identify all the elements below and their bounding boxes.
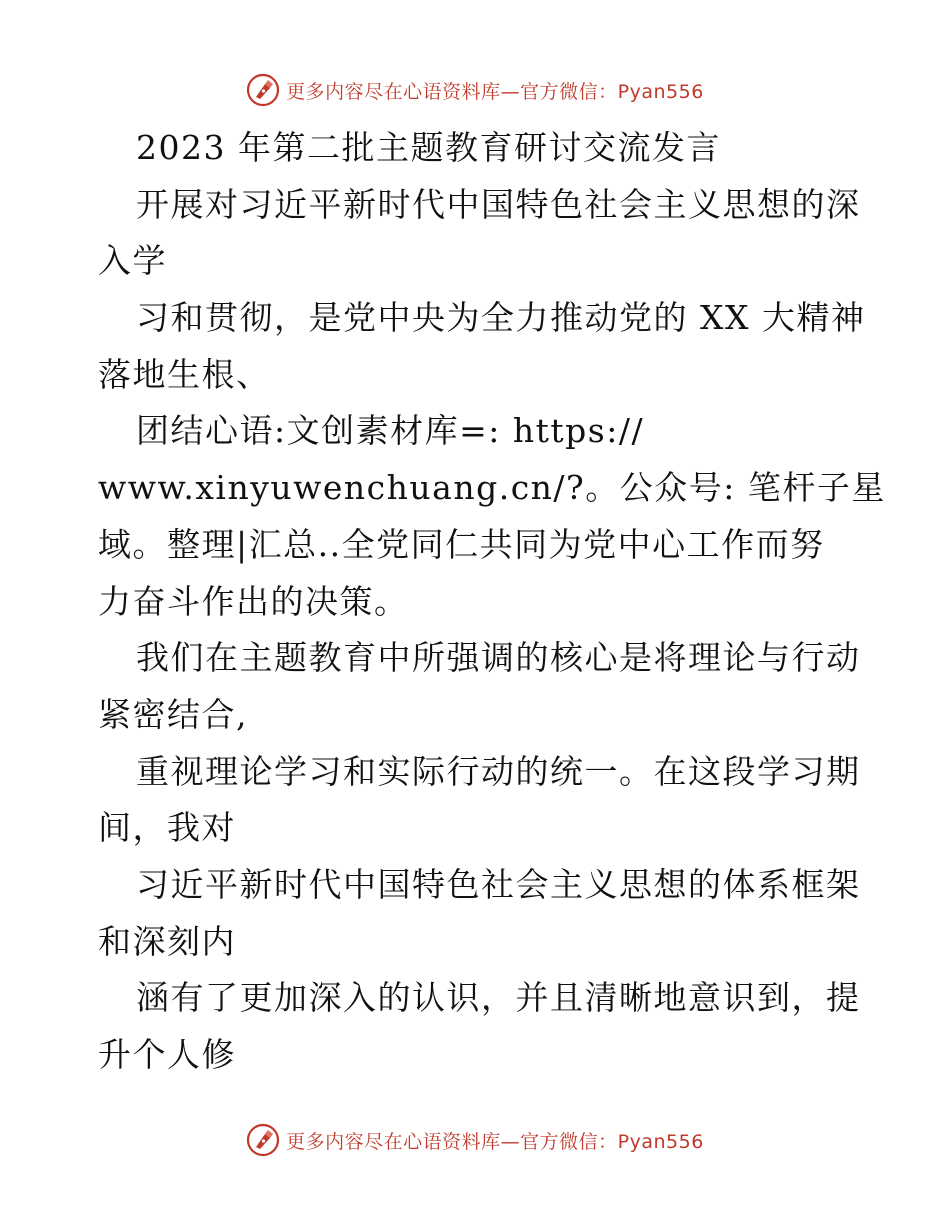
paragraph-line: 涵有了更加深入的认识，并且清晰地意识到，提	[136, 978, 861, 1018]
footer-banner-text: 更多内容尽在心语资料库—官方微信：Pyan556	[286, 1130, 704, 1153]
header-banner-text: 更多内容尽在心语资料库—官方微信：Pyan556	[286, 80, 704, 103]
footer-banner	[0, 1120, 950, 1160]
paragraph-line: 域。整理|汇总..全党同仁共同为党中心工作而努	[98, 524, 825, 564]
paragraph-line: 紧密结合,	[98, 694, 248, 734]
paragraph-line: 力奋斗作出的决策。	[98, 581, 409, 621]
paragraph-line: 团结心语:文创素材库=: https://	[136, 411, 645, 451]
paragraph-line: 我们在主题教育中所强调的核心是将理论与行动	[136, 638, 861, 678]
paragraph-line: 升个人修	[98, 1035, 236, 1074]
document-body	[98, 120, 886, 1084]
paragraph-line: 和深刻内	[98, 921, 236, 961]
paragraph-line: www.xinyuwenchuang.cn/?。公众号: 笔杆子星	[98, 468, 886, 508]
paragraph-line: 落地生根、	[98, 354, 271, 394]
header-banner	[0, 70, 950, 110]
paragraph-line: 习和贯彻，是党中央为全力推动党的 XX 大精神	[136, 298, 866, 338]
pen-nib-logo-icon	[246, 73, 280, 107]
paragraph-line: 间，我对	[98, 808, 236, 848]
paragraph-line: 入学	[98, 241, 167, 281]
document-title: 2023 年第二批主题教育研讨交流发言	[136, 128, 721, 167]
paragraph-line: 开展对习近平新时代中国特色社会主义思想的深	[136, 184, 861, 224]
pen-nib-logo-icon	[246, 1123, 280, 1157]
paragraph-line: 重视理论学习和实际行动的统一。在这段学习期	[136, 751, 861, 791]
paragraph-line: 习近平新时代中国特色社会主义思想的体系框架	[136, 864, 861, 904]
